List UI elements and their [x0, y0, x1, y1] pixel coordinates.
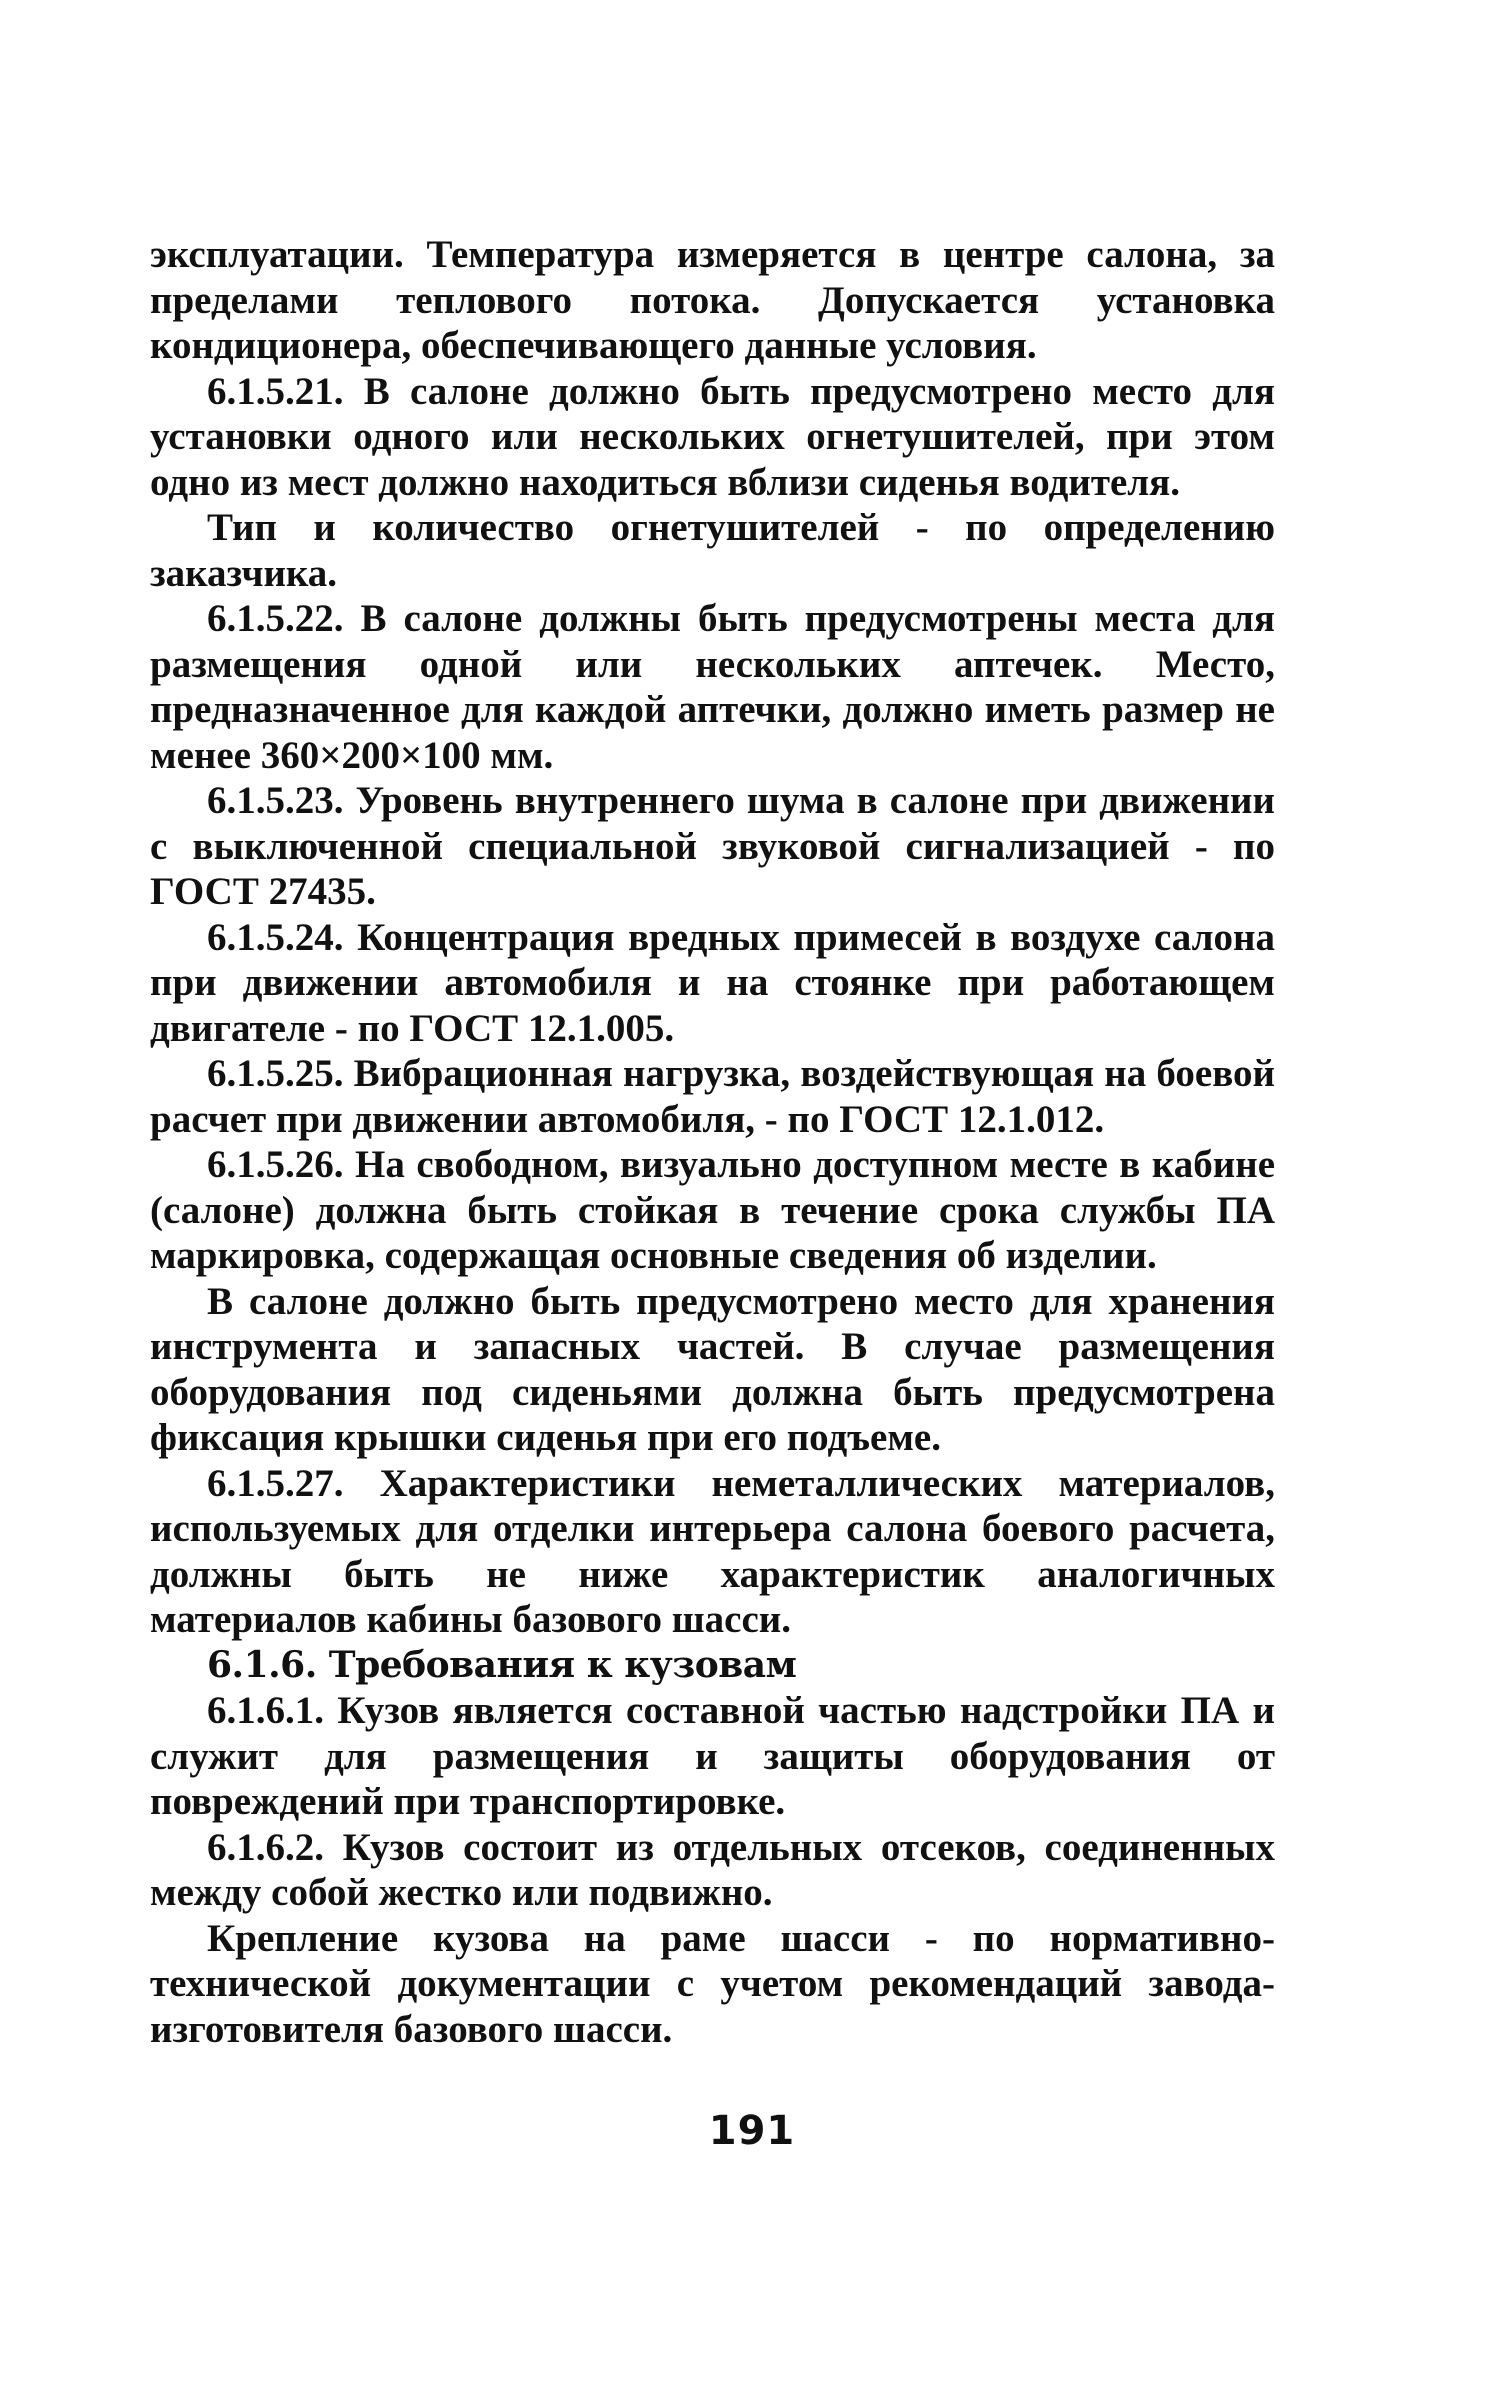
- paragraph-6-1-5-26: 6.1.5.26. На свободном, визуально доступном месте в кабине (салоне) должна быть стойкая в течение срока службы ПА маркировка, содержащая основные сведения об изделии.: [150, 1143, 1275, 1277]
- page-number: 191: [708, 2108, 796, 2154]
- paragraph-6-1-5-22: 6.1.5.22. В салоне должны быть предусмотрены места для размещения одной или нескольких аптечек. Место, предназначенное для каждой аптечки, должно иметь размер не менее 360×200×100 мм.: [150, 597, 1275, 777]
- body-text: [150, 232, 1275, 2052]
- paragraph-6-1-5-25: 6.1.5.25. Вибрационная нагрузка, воздействующая на боевой расчет при движении автомобиля, - по ГОСТ 12.1.012.: [150, 1052, 1275, 1141]
- paragraph-6-1-6-2: 6.1.6.2. Кузов состоит из отдельных отсеков, соединенных между собой жестко или подвижно.: [150, 1825, 1275, 1914]
- section-heading: 6.1.6. Требования к кузовам: [207, 1643, 797, 1686]
- paragraph-6-1-5-23: 6.1.5.23. Уровень внутреннего шума в салоне при движении с выключенной специальной звуковой сигнализацией - по ГОСТ 27435.: [150, 779, 1275, 913]
- paragraph-6-1-5-24: 6.1.5.24. Концентрация вредных примесей в воздухе салона при движении автомобиля и на стоянке при работающем двигателе - по ГОСТ 12.1.005.: [150, 915, 1275, 1050]
- paragraph-storage: В салоне должно быть предусмотрено место для хранения инструмента и запасных частей. В случае размещения оборудования под сиденьями должна быть предусмотрена фиксация крышки сиденья при его подъеме.: [150, 1279, 1275, 1459]
- paragraph-6-1-5-21: 6.1.5.21. В салоне должно быть предусмотрено место для установки одного или нескольких огнетушителей, при этом одно из мест должно находиться вблизи сиденья водителя.: [150, 369, 1275, 504]
- paragraph-continuation: эксплуатации. Температура измеряется в центре салона, за пределами теплового потока. Допускается установка кондиционера, обеспечивающего данные условия.: [150, 233, 1275, 367]
- paragraph-6-1-5-27: 6.1.5.27. Характеристики неметаллических материалов, используемых для отделки интерьера салона боевого расчета, должны быть не ниже характеристик аналогичных материалов кабины базового шасси.: [150, 1461, 1275, 1641]
- paragraph-mounting: Крепление кузова на раме шасси - по нормативно-технической документации с учетом рекомендаций завода-изготовителя базового шасси.: [150, 1916, 1275, 2051]
- paragraph-extinguisher-type: Тип и количество огнетушителей - по определению заказчика.: [150, 506, 1275, 595]
- paragraph-6-1-6-1: 6.1.6.1. Кузов является составной частью надстройки ПА и служит для размещения и защиты оборудования от повреждений при транспортировке.: [150, 1689, 1275, 1823]
